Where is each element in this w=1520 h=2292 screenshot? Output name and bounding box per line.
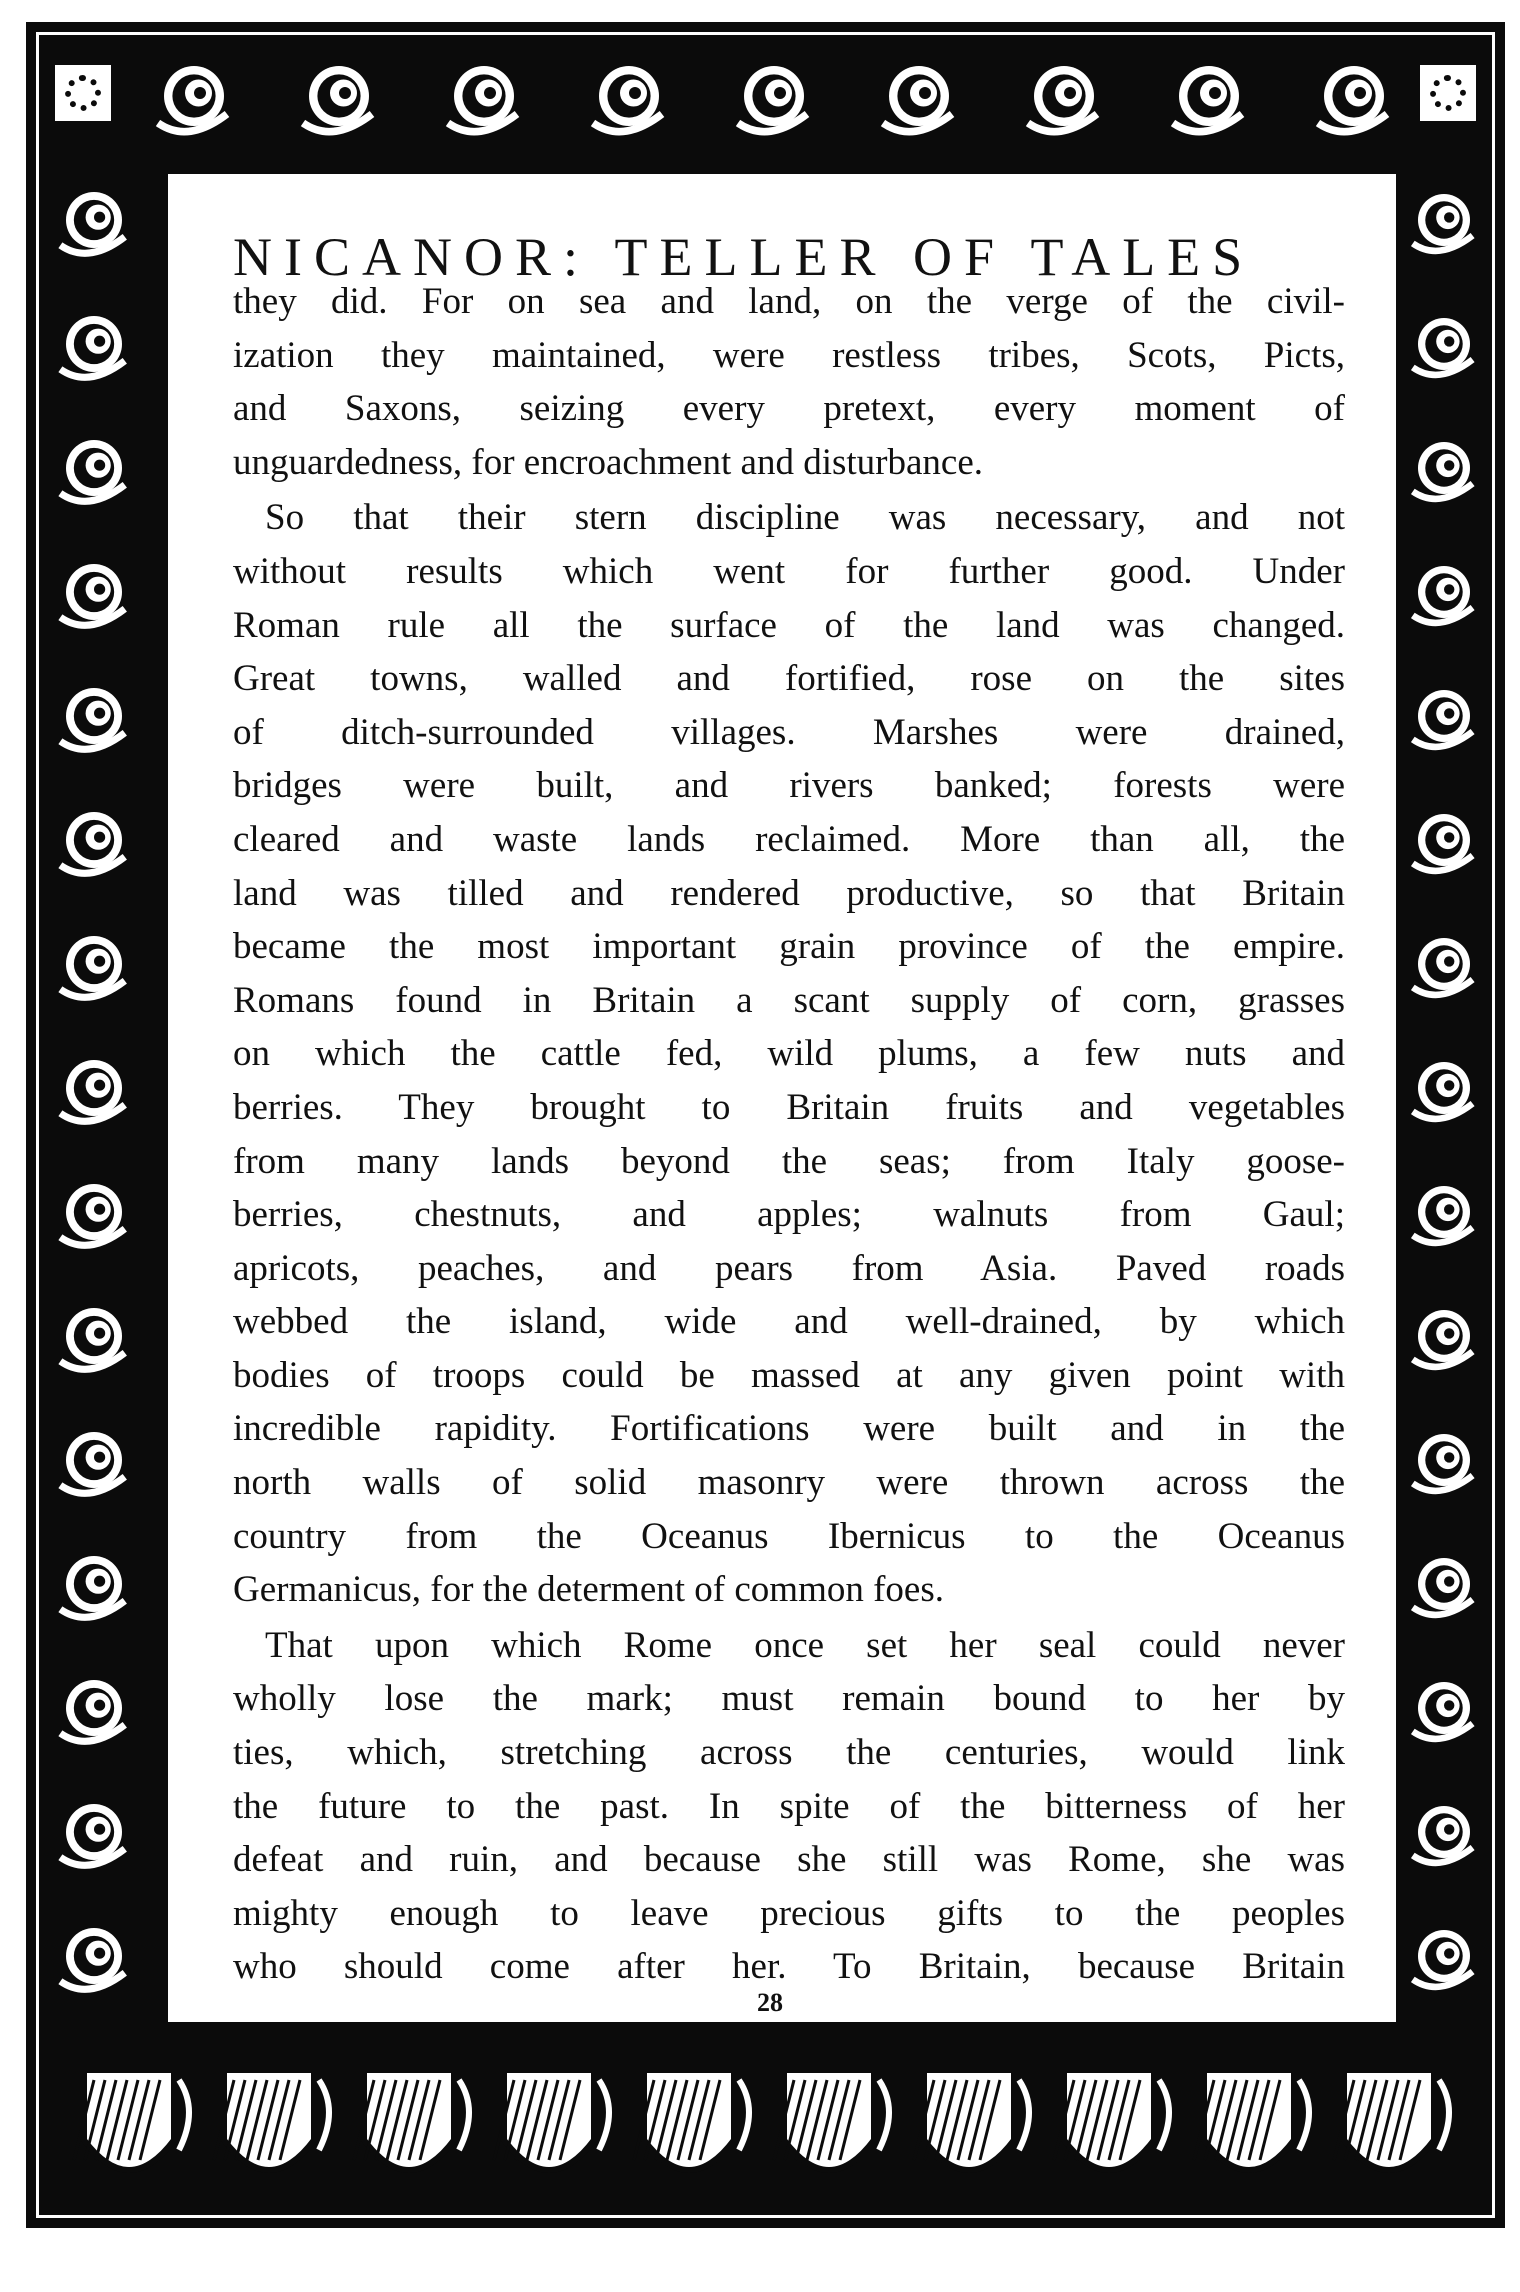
text-line: who should come after her. To Britain, because Britain	[233, 1946, 1345, 1988]
text-line: That upon which Rome once set her seal could never	[265, 1624, 1345, 1666]
text-line: wholly lose the mark; must remain bound to her by	[233, 1678, 1345, 1720]
text-line: without results which went for further good. Under	[233, 550, 1345, 592]
text-line: bodies of troops could be massed at any given point with	[233, 1354, 1345, 1396]
text-line: cleared and waste lands reclaimed. More than all, the	[233, 818, 1345, 860]
right-ornament-band	[1400, 160, 1488, 2020]
text-line: became the most important grain province of the empire.	[233, 926, 1345, 968]
text-line: ization they maintained, were restless tribes, Scots, Picts,	[233, 334, 1345, 376]
text-line: from many lands beyond the seas; from Italy goose-	[233, 1140, 1345, 1182]
text-line: Great towns, walled and fortified, rose on the sites	[233, 658, 1345, 700]
text-line: Romans found in Britain a scant supply of corn, grasses	[233, 979, 1345, 1021]
text-line: north walls of solid masonry were thrown across the	[233, 1462, 1345, 1504]
text-line: land was tilled and rendered productive, so that Britain	[233, 872, 1345, 914]
text-line: ties, which, stretching across the centuries, would link	[233, 1732, 1345, 1774]
text-line: unguardedness, for encroachment and disturbance.	[233, 441, 983, 483]
text-line: the future to the past. In spite of the bitterness of her	[233, 1785, 1345, 1827]
bottom-shield-band	[44, 2040, 1487, 2212]
body-text	[233, 275, 1345, 1994]
corner-ornament-top-right	[1415, 60, 1481, 126]
text-line: apricots, peaches, and pears from Asia. Paved roads	[233, 1247, 1345, 1289]
text-line: they did. For on sea and land, on the verge of the civil-	[233, 281, 1345, 322]
text-line: bridges were built, and rivers banked; forests were	[233, 765, 1345, 807]
text-line: on which the cattle fed, wild plums, a few nuts and	[233, 1033, 1345, 1075]
text-line: berries, chestnuts, and apples; walnuts from Gaul;	[233, 1194, 1345, 1236]
text-line: Roman rule all the surface of the land was changed.	[233, 604, 1345, 646]
top-ornament-band	[44, 36, 1487, 156]
page-number: 28	[757, 1988, 783, 2017]
text-line: of ditch-surrounded villages. Marshes were drained,	[233, 711, 1345, 753]
text-line: country from the Oceanus Ibernicus to the Oceanus	[233, 1515, 1345, 1557]
left-ornament-band	[44, 160, 154, 2020]
text-line: incredible rapidity. Fortifications were built and in the	[233, 1408, 1345, 1450]
text-line: Germanicus, for the determent of common foes.	[233, 1569, 944, 1611]
text-line: webbed the island, wide and well-drained, by which	[233, 1301, 1345, 1343]
text-line: So that their stern discipline was necessary, and not	[265, 497, 1345, 539]
corner-ornament-top-left	[50, 60, 116, 126]
text-line: berries. They brought to Britain fruits and vegetables	[233, 1086, 1345, 1128]
running-head-title: NICANOR: TELLER OF TALES	[233, 227, 1255, 288]
text-line: and Saxons, seizing every pretext, every moment of	[233, 388, 1345, 430]
text-line: mighty enough to leave precious gifts to the peoples	[233, 1892, 1345, 1934]
text-line: defeat and ruin, and because she still was Rome, she was	[233, 1839, 1345, 1881]
